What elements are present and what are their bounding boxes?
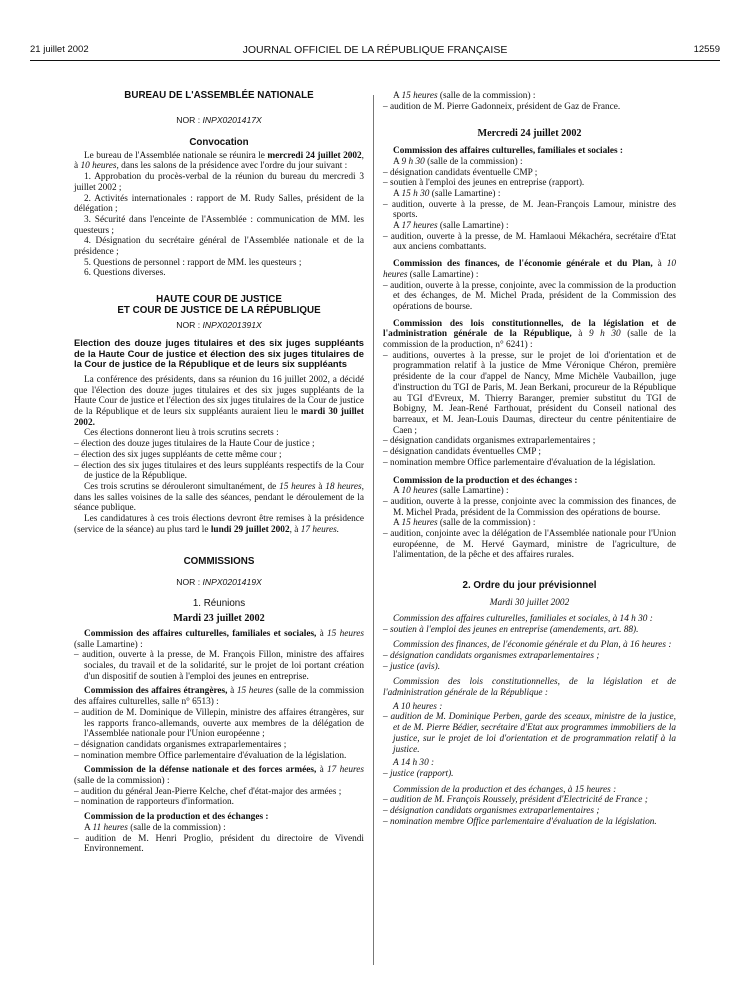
nor-label: NOR : [176, 320, 201, 331]
agenda-item: 5. Questions de personnel : rapport de MM. les questeurs ; [84, 257, 302, 268]
list-item: – soutien à l'emploi des jeunes en entreprise (rapport). [383, 178, 585, 189]
text: A [84, 822, 91, 833]
list-item: – audition, ouverte à la presse, conjointe, avec la commission de la production et des échanges, de M. Michel Prada, président de la Commission des opérations de bourse. [383, 280, 676, 312]
list-item: – élection des six juges titulaires et des leurs suppléants respectifs de la Cour de justice de la République. [74, 460, 364, 482]
text: Ces trois scrutins se dérouleront simultanément, de [84, 481, 277, 492]
header-date: 21 juillet 2002 [30, 44, 89, 55]
text: 15 h 30 [401, 188, 430, 199]
list-item: – nomination membre Office parlementaire d'évaluation de la législation. [383, 457, 656, 468]
text: à [319, 765, 324, 776]
c2-heading [74, 686, 364, 707]
list-item: – désignation candidats éventuelles CMP ; [383, 447, 541, 458]
r0-list [383, 102, 676, 113]
r3-list [383, 351, 676, 469]
r4-heading [383, 476, 676, 487]
list-item: – désignation candidats organismes extraparlementaires ; [383, 650, 600, 661]
r3-heading [383, 319, 676, 351]
agenda-item: 4. Désignation du secrétaire général de l'Assemblée nationale et de la présidence ; [74, 236, 364, 258]
o3-sub2: A 14 h 30 : [393, 758, 435, 769]
text: A [393, 518, 400, 529]
c2-list [74, 708, 364, 762]
session-time [383, 486, 676, 497]
left-column [74, 90, 364, 855]
list-item: – désignation candidats organismes extraparlementaires ; [383, 806, 600, 817]
election-list [74, 439, 364, 482]
right-column [383, 91, 676, 827]
text: lundi 29 juillet 2002 [210, 524, 290, 535]
hcj-title-1: HAUTE COUR DE JUSTICE [156, 294, 282, 306]
bureau-nor [74, 115, 364, 126]
c1-heading [74, 629, 364, 650]
agenda-list [74, 172, 364, 279]
odj-date: Mardi 30 juillet 2002 [489, 598, 570, 609]
text: (salle Lamartine) : [431, 188, 501, 199]
mercredi-title: Mercredi 24 juillet 2002 [477, 128, 582, 140]
session-time [383, 221, 676, 232]
text: (salle de la commission de la production, n° 6241) : [383, 329, 676, 351]
list-item: – nomination membre Office parlementaire d'évaluation de la législation. [383, 816, 657, 827]
nor-code: INPX0201391X [202, 320, 262, 331]
page-number: 12559 [693, 44, 720, 55]
text: 15 heures [401, 518, 438, 529]
election-intro: Ces élections donneront lieu à trois scrutins secrets : [84, 428, 279, 439]
text: Commission de la défense nationale et des forces armées, [84, 765, 317, 776]
text: mardi 30 juillet 2002. [74, 407, 364, 428]
text: Le bureau de l'Assemblée nationale se réunira le [84, 150, 265, 161]
o4-list [383, 795, 676, 827]
r2-list [383, 281, 676, 313]
agenda-item: 2. Activités internationales : rapport de M. Rudy Salles, président de la délégation ; [74, 193, 364, 215]
list-item: – audition, ouverte à la presse, de M. Jean-François Lamour, ministre des sports. [383, 199, 676, 221]
list-item: – audition, ouverte à la presse, de M. François Fillon, ministre des affaires sociales, du travail et de la solidarité, sur le projet de loi portant création d'un dispositif de soutien à l'emploi des jeunes en entreprise. [74, 650, 364, 682]
o3-heading: Commission des lois constitutionnelles, de la législation et de l'administration générale de la République : [383, 677, 676, 699]
nor-label: NOR : [176, 576, 201, 587]
r4-blocks [383, 486, 676, 561]
list-item: – audition de M. François Roussely, président d'Electricité de France ; [383, 795, 648, 806]
text: (salle de la commission) : [130, 822, 226, 833]
c3-list [74, 787, 364, 808]
text: , dans les salles voisines de la salle des séances, pendant le déroulement de la séance publique. [74, 481, 364, 514]
text: (salle Lamartine) : [409, 269, 479, 280]
text: 10 heures [401, 486, 438, 497]
hcj-title-2: ET COUR DE JUSTICE DE LA RÉPUBLIQUE [117, 305, 321, 317]
text: 10 heures [383, 259, 677, 280]
text: , à [289, 524, 299, 535]
list-item: – audition de M. Dominique de Villepin, ministre des affaires étrangères, sur les rapports franco-allemands, ouverte aux membres de la délégation de l'Assemblée nationale pour l'Union européenne ; [74, 707, 364, 740]
list-item: – désignation candidats éventuelle CMP ; [383, 167, 538, 178]
candidatures-para [74, 514, 364, 535]
list-item: – audition de M. Dominique Perben, garde des sceaux, ministre de la justice, et de M. Pierre Bédier, secrétaire d'Etat aux programmes immobiliers de la justice, sur le projet de loi d'orientation et de programmation relatif à la justice. [383, 712, 676, 755]
session-time [383, 189, 676, 200]
list-item: – audition de M. Henri Proglio, président du directoire de Vivendi Environnement. [74, 833, 364, 855]
text: 17 heures. [300, 524, 340, 535]
text: A [393, 91, 400, 101]
o3-sub1: A 10 heures : [393, 701, 443, 712]
list-item: – justice (rapport). [383, 768, 454, 779]
text: 15 heures [279, 481, 316, 492]
r1-heading [383, 146, 676, 157]
list-item: – élection des six juges suppléants de cette même cour ; [74, 449, 282, 460]
o2-heading: Commission des finances, de l'économie générale et du Plan, à 16 heures : [393, 640, 672, 651]
text: (salle Lamartine) : [439, 221, 509, 232]
nor-code: INPX0201417X [202, 115, 262, 125]
nor-code: INPX0201419X [202, 576, 262, 587]
text: Commission des finances, de l'économie générale et du Plan, [393, 259, 653, 270]
mardi-title: Mardi 23 juillet 2002 [173, 613, 265, 625]
text: (salle de la commission des affaires culturelles, salle n° 6513) : [74, 686, 365, 708]
text: , à [74, 150, 364, 172]
scrutins-para [74, 482, 364, 514]
text: (salle Lamartine) : [439, 486, 509, 497]
text: (salle Lamartine) : [74, 639, 143, 650]
text: 15 heures [236, 686, 274, 697]
text: Commission des lois constitutionnelles, de la législation et de l'administration générale de la République, [383, 318, 676, 340]
list-item: – nomination membre Office parlementaire d'évaluation de la législation. [74, 750, 347, 761]
agenda-item: 1. Approbation du procès-verbal de la réunion du bureau du mercredi 3 juillet 2002 ; [74, 172, 364, 193]
text: mercredi 24 juillet 2002 [267, 150, 362, 161]
commissions-title: COMMISSIONS [183, 555, 255, 567]
header-rule [30, 60, 720, 61]
list-item: – audition, conjointe avec la délégation de l'Assemblée nationale pour l'Union européenne, de M. Hervé Gaymard, ministre de l'agriculture, de l'alimentation, de la pêche et des affaires rurales. [383, 529, 676, 561]
c4-heading [74, 812, 364, 823]
text: 9 h 30 [588, 329, 621, 340]
text: (salle de la commission) : [439, 518, 536, 529]
text: 17 heures [401, 221, 438, 232]
list-item: – audition, ouverte à la presse, de M. Hamlaoui Mékachéra, secrétaire d'Etat aux anciens combattants. [383, 231, 676, 253]
convocation-intro [74, 151, 364, 172]
column-divider [373, 95, 374, 965]
text: A [393, 486, 400, 497]
text: (salle de la commission) : [439, 91, 536, 101]
list-item: – audition du général Jean-Pierre Kelche, chef d'état-major des armées ; [74, 786, 342, 797]
text: Commission de la production et des échanges : [393, 475, 578, 486]
text: (salle de la commission) : [427, 156, 523, 167]
text: à [578, 329, 583, 340]
r1-blocks [383, 157, 676, 253]
text: 18 heures [325, 481, 362, 492]
text: à [319, 628, 324, 639]
o1-list [383, 625, 676, 636]
odj-title: 2. Ordre du jour prévisionnel [462, 580, 597, 592]
o2-list [383, 651, 676, 672]
text: Commission des affaires culturelles, familiales et sociales : [393, 146, 623, 157]
reunions-title: 1. Réunions [192, 598, 246, 610]
text: 15 heures [401, 91, 438, 101]
text: Commission des affaires culturelles, familiales et sociales, [84, 628, 317, 639]
c4-time [74, 823, 364, 834]
c3-heading [74, 765, 364, 786]
text: 17 heures [327, 765, 365, 776]
nor-label: NOR : [176, 115, 201, 125]
list-item: – soutien à l'emploi des jeunes en entreprise (amendements, art. 88). [383, 624, 639, 635]
list-item: – audition, ouverte à la presse, conjointe avec la commission des finances, de M. Michel Prada, président de la Commission des opérations de bourse. [383, 496, 676, 518]
running-header [30, 44, 720, 58]
session-time [383, 518, 676, 529]
o1-heading: Commission des affaires culturelles, familiales et sociales, à 14 h 30 : [393, 613, 653, 624]
text: Les candidatures à ces trois élections devront être remises à la présidence (service de la séance) au plus tard le [74, 514, 364, 535]
list-item: – justice (avis). [383, 661, 441, 672]
list-item: – désignation candidats organismes extraparlementaires ; [383, 436, 596, 447]
text: à [657, 259, 662, 270]
text: 11 heures [92, 822, 128, 833]
list-item: – élection des douze juges titulaires de la Haute Cour de justice ; [74, 439, 315, 450]
list-item: – désignation candidats organismes extraparlementaires ; [74, 739, 287, 750]
journal-title: JOURNAL OFFICIEL DE LA RÉPUBLIQUE FRANÇAISE [242, 44, 508, 56]
r2-heading [383, 259, 676, 280]
convocation-title: Convocation [189, 136, 249, 148]
commissions-nor [74, 577, 364, 588]
r0-time [383, 91, 676, 102]
c1-list [74, 650, 364, 682]
session-time [383, 157, 676, 168]
agenda-item: 6. Questions diverses. [84, 268, 166, 279]
text: 9 h 30 [401, 156, 425, 167]
list-item: – auditions, ouvertes à la presse, sur le projet de loi d'orientation et de programmation relatif à la justice de Mme Véronique Chéron, première présidente de la cour d'appel de Nancy, Mme Michèle Vaubaillon, juge d'instruction du TGI de Paris, M. Jean Berkani, procureur de la République au TGI d'Evreux, M. Thierry Baranger, premier substitut du TGI de Bobigny, M. Jean-René Farthouat, président du Conseil national des barreaux, et M. Jean-Louis Daumas, directeur du centre pénitentiaire de Caen ; [383, 350, 676, 436]
text: 10 heures [80, 161, 117, 172]
hcj-nor [74, 320, 364, 331]
text: A [393, 156, 400, 167]
o3-list-2 [383, 769, 676, 780]
bureau-title: BUREAU DE L'ASSEMBLÉE NATIONALE [124, 90, 314, 101]
o3-list-1 [383, 712, 676, 755]
election-para [74, 375, 364, 429]
o4-heading: Commission de la production et des échanges, à 15 heures : [393, 784, 617, 795]
list-item: – audition de M. Pierre Gadonneix, président de Gaz de France. [383, 101, 621, 112]
text: La conférence des présidents, dans sa réunion du 16 juillet 2002, a décidé que l'élection des douze juges titulaires et des six juges suppléants de la Haute Cour de justice et l'élection des six juges titulaires de la Cour de justice de la République et de leurs six suppléants auraient lieu le [74, 374, 364, 418]
text: A [393, 188, 400, 199]
text: 15 heures [327, 628, 365, 639]
c4-list [74, 834, 364, 855]
agenda-item: 3. Sécurité dans l'enceinte de l'Assemblée : communication de MM. les questeurs ; [74, 214, 364, 236]
list-item: – nomination de rapporteurs d'information. [74, 797, 234, 808]
text: A [393, 221, 400, 232]
text: (salle de la commission) : [74, 776, 170, 787]
text: à [230, 686, 235, 697]
text: Commission de la production et des échanges : [84, 812, 269, 823]
text: à [318, 481, 323, 492]
text: Commission des affaires étrangères, [84, 686, 228, 697]
election-title: Election des douze juges titulaires et des six juges suppléants de la Haute Cour de justice et élection des six juges titulaires de la Cour de justice de la République et de leurs six suppléants [74, 336, 364, 370]
text: , dans les salons de la présidence avec l'ordre du jour suivant : [116, 161, 348, 172]
